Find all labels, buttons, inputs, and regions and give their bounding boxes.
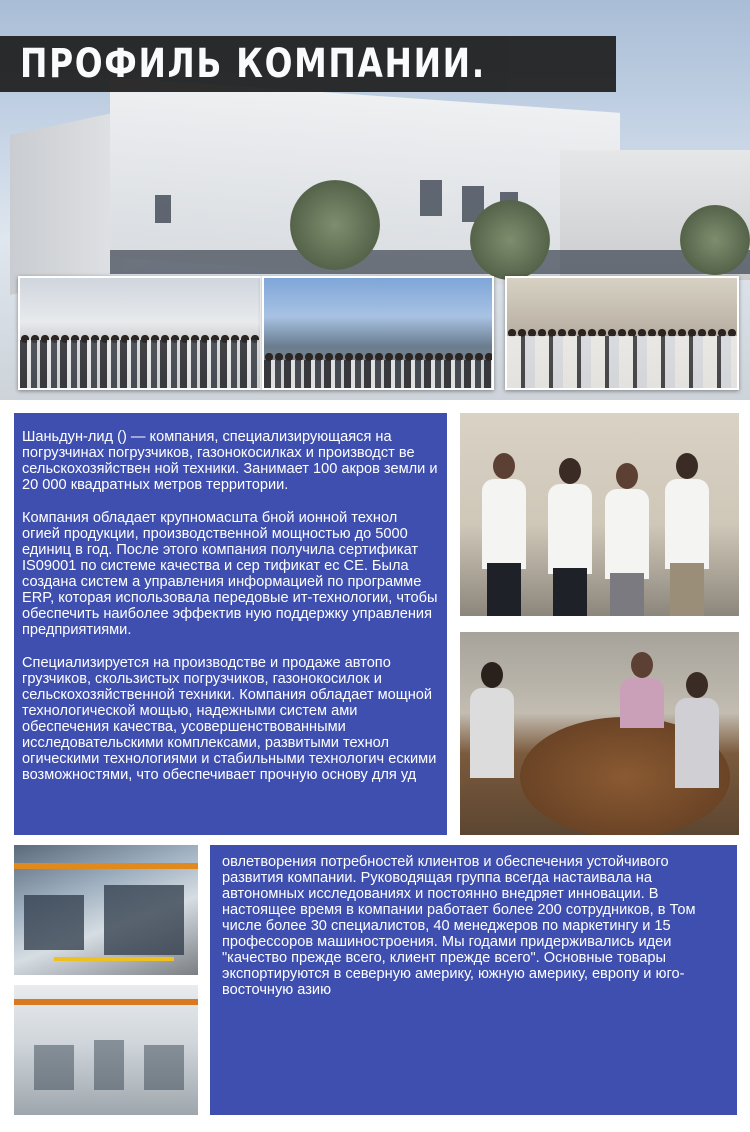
factory-production-line-photo [14, 845, 198, 975]
team-meeting-photo [505, 276, 739, 390]
title-banner [0, 36, 616, 92]
description-paragraph: Компания обладает крупномасшта бной ионной технол огией продукции, производственной мощностью до 5000 единиц в год. После этого компания получила сертификат IS09001 по системе качества и сер тификат ec CE. Была создана систем а управления информацией по программе ERP, которая использовала передовые ит-технологии, чтобы обеспечить наиболее эффектив ную поддержку управления предприятиями. [22, 510, 438, 638]
tree [290, 180, 380, 270]
description-paragraph: Специализируется на производстве и продаже автопо грузчиков, скользистых погрузчиков, газонокосилок и сельскохозяйственной техники. Компания обладает мощной технологической мощью, надежными систем ами обеспечения качества, усовершенствованными исследовательскими комплексами, развитыми технол огическими технологиями и стабильными технологич ескими возможностями, что обеспечивает прочную основу для уд [22, 655, 437, 783]
hero-building-photo [0, 0, 750, 400]
factory-workshop-photo [14, 985, 198, 1115]
company-description-continued-panel [210, 845, 737, 1115]
description-paragraph: овлетворения потребностей клиентов и обеспечения устойчивого развития компании. Руководящая группа всегда настаивала на автономных исследованиях и постоянно внедряет инновации. В настоящее время в компании работает более 200 сотрудников, в Том числе более 30 специалистов, 40 менеджеров по маркетингу и 15 профессоров машиностроения. Мы годами придерживались идеи "качество прежде всего, клиент прежде всего". Основные товары экспортируются в северную америку, южную америку, европу и юго-восточную азию [222, 854, 696, 998]
team-outside-building-photo [262, 276, 494, 390]
negotiation-table-photo [460, 632, 739, 835]
tree [470, 200, 550, 280]
team-lobby-photo [18, 276, 262, 390]
partners-group-photo [460, 413, 739, 616]
company-description-panel [14, 413, 447, 835]
building-window [420, 180, 442, 216]
building-ground-floor [110, 250, 750, 274]
description-paragraph: Шаньдун-лид () — компания, специализирующаяся на погрузчинах погрузчиков, газонокосилках и производст ве сельскохозяйствен ной техники. Занимает 100 акров земли и 20 000 квадратных метров территории. [22, 429, 438, 493]
page-title: ПРОФИЛЬ КОМПАНИИ. [20, 41, 486, 87]
tree [680, 205, 750, 275]
building-window [155, 195, 171, 223]
